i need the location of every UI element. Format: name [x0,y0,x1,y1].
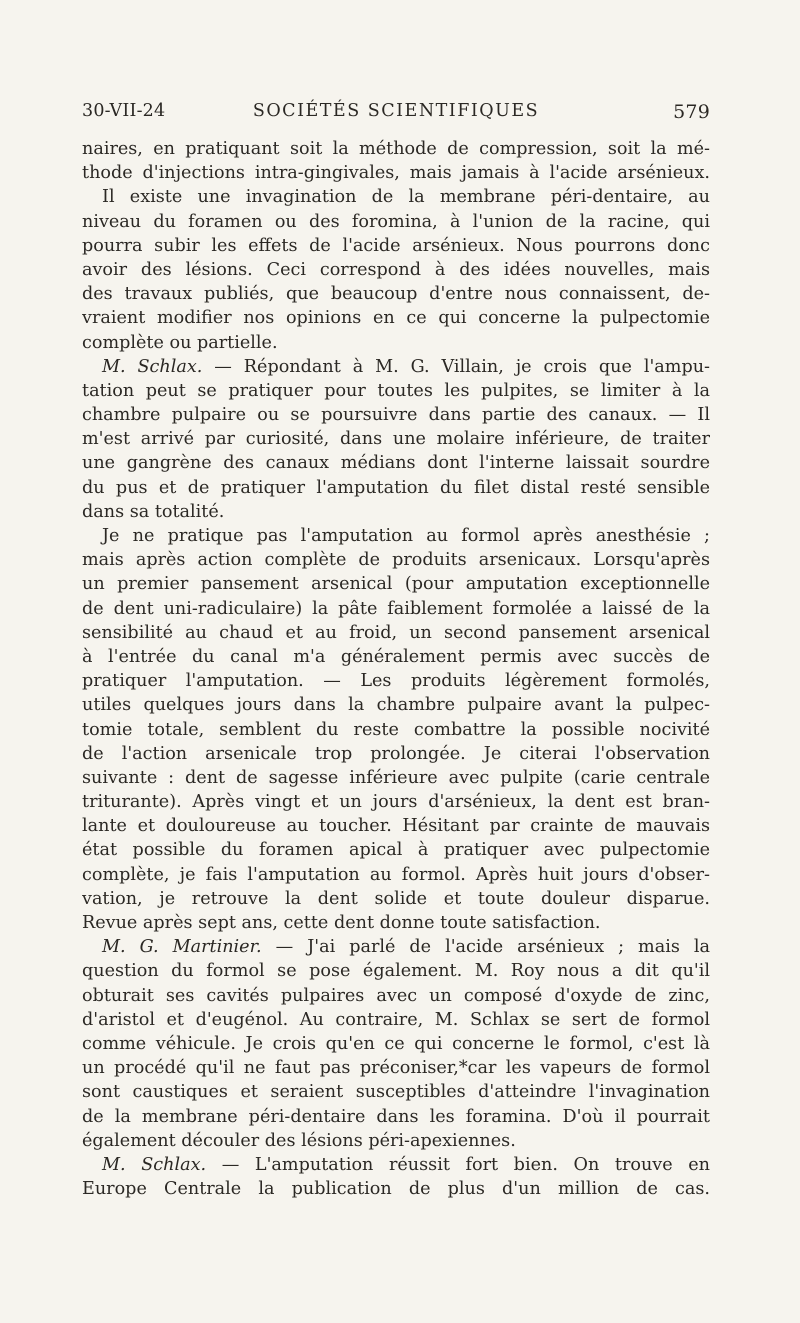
line-text: état possible du foramen apical à pratiquer avec pulpectomie [82,840,710,861]
line-text: mais après action complète de produits arsenicaux. Lorsqu'après [82,550,710,571]
text-line [82,500,710,524]
line-text: sensibilité au chaud et au froid, un second pansement arsenical [82,622,710,643]
text-line [82,863,710,887]
speaker-name: M. G. Martinier. [102,937,262,958]
line-text: niveau du foramen ou des foromina, à l'union de la racine, qui [82,211,710,232]
line-text: tomie totale, semblent du reste combattre la possible nocivité [82,719,710,740]
line-text: thode d'injections intra-gingivales, mais jamais à l'acide arsénieux. [82,163,710,184]
text-line [82,1080,710,1104]
line-text: — L'amputation réussit fort bien. On trouve en [206,1154,710,1175]
text-line [82,1032,710,1056]
line-text: lante et douloureuse au toucher. Hésitant par crainte de mauvais [82,816,710,837]
line-text: un procédé qu'il ne faut pas préconiser,*car les vapeurs de formol [82,1058,710,1079]
line-text: tation peut se pratiquer pour toutes les pulpites, se limiter à la [82,380,710,401]
line-text: de la membrane péri-dentaire dans les foramina. D'où il pourrait [82,1106,710,1127]
line-text: — J'ai parlé de l'acide arsénieux ; mais la [261,937,710,958]
line-text: obturait ses cavités pulpaires avec un composé d'oxyde de zinc, [82,985,710,1006]
line-text: d'aristol et d'eugénol. Au contraire, M. Schlax se sert de formol [82,1009,710,1030]
line-text: — Répondant à M. G. Villain, je crois que l'ampu- [202,356,710,377]
line-text: Revue après sept ans, cette dent donne toute satisfaction. [82,913,601,933]
line-text: suivante : dent de sagesse inférieure avec pulpite (carie centrale [82,767,710,788]
text-line [82,1056,710,1080]
text-line [82,790,710,814]
line-text: complète, je fais l'amputation au formol. Après huit jours d'obser- [82,864,710,885]
text-line [82,1105,710,1129]
header-running-title: SOCIÉTÉS SCIENTIFIQUES [252,101,540,121]
text-line [82,766,710,790]
text-line [82,959,710,983]
line-text: un premier pansement arsenical (pour amputation exceptionnelle [82,574,710,595]
line-text: des travaux publiés, que beaucoup d'entre nous connaissent, de- [82,284,710,305]
line-text: vraient modifier nos opinions en ce qui concerne la pulpectomie [82,308,710,329]
running-header [82,101,710,131]
text-line [82,693,710,717]
text-line [82,306,710,330]
text-line [82,185,710,209]
text-line [82,814,710,838]
text-line [82,451,710,475]
text-line [82,887,710,911]
line-text: question du formol se pose également. M. Roy nous a dit qu'il [82,961,710,982]
text-line [82,597,710,621]
text-line [82,669,710,693]
text-line [82,1177,710,1201]
text-line [82,282,710,306]
text-line [82,258,710,282]
line-text: complète ou partielle. [82,332,278,353]
text-line [82,137,710,161]
line-text: une gangrène des canaux médians dont l'interne laissait sourdre [82,453,710,474]
text-line [82,742,710,766]
text-line [82,355,710,379]
text-line [82,1008,710,1032]
line-text: sont caustiques et seraient susceptibles d'atteindre l'invagination [82,1082,710,1103]
text-line [82,1129,710,1153]
header-date: 30-VII-24 [82,101,166,121]
line-text: Je ne pratique pas l'amputation au formol après anesthésie ; [102,526,710,546]
text-line [82,476,710,500]
line-text: à l'entrée du canal m'a généralement permis avec succès de [82,646,710,667]
text-line [82,572,710,596]
line-text: pourra subir les effets de l'acide arsénieux. Nous pourrons donc [82,235,710,256]
line-text: de dent uni-radiculaire) la pâte faiblement formolée a laissé de la [82,598,710,619]
text-line [82,838,710,862]
text-line [82,331,710,355]
line-text: avoir des lésions. Ceci correspond à des idées nouvelles, mais [82,259,710,280]
text-line [82,234,710,258]
line-text: pratiquer l'amputation. — Les produits légèrement formolés, [82,671,710,692]
text-line [82,210,710,234]
text-line [82,935,710,959]
line-text: Il existe une invagination de la membrane péri-dentaire, au [102,187,710,208]
page-number: 579 [673,101,710,123]
text-line [82,427,710,451]
line-text: dans sa totalité. [82,501,225,522]
speaker-name: M. Schlax. [102,356,203,377]
text-line [82,645,710,669]
line-text: Europe Centrale la publication de plus d'un million de cas. [82,1179,710,1200]
text-line [82,911,710,935]
body-text [82,137,710,1201]
speaker-name: M. Schlax. [102,1154,207,1175]
line-text: vation, je retrouve la dent solide et toute douleur disparue. [82,888,710,909]
line-text: comme véhicule. Je crois qu'en ce qui concerne le formol, c'est là [82,1033,710,1054]
line-text: naires, en pratiquant soit la méthode de compression, soit la mé- [82,139,710,159]
line-text: du pus et de pratiquer l'amputation du filet distal resté sensible [82,477,710,498]
line-text: m'est arrivé par curiosité, dans une molaire inférieure, de traiter [82,429,710,450]
text-line [82,161,710,185]
line-text: chambre pulpaire ou se poursuivre dans partie des canaux. — Il [82,405,710,426]
line-text: utiles quelques jours dans la chambre pulpaire avant la pulpec- [82,695,710,716]
text-line [82,379,710,403]
text-line [82,403,710,427]
text-line [82,1153,710,1177]
text-line [82,524,710,548]
text-line [82,718,710,742]
line-text: de l'action arsenicale trop prolongée. Je citerai l'observation [82,743,710,764]
text-line [82,621,710,645]
line-text: triturante). Après vingt et un jours d'arsénieux, la dent est bran- [82,792,710,813]
line-text: également découler des lésions péri-apexiennes. [82,1130,516,1151]
text-line [82,984,710,1008]
text-line [82,548,710,572]
